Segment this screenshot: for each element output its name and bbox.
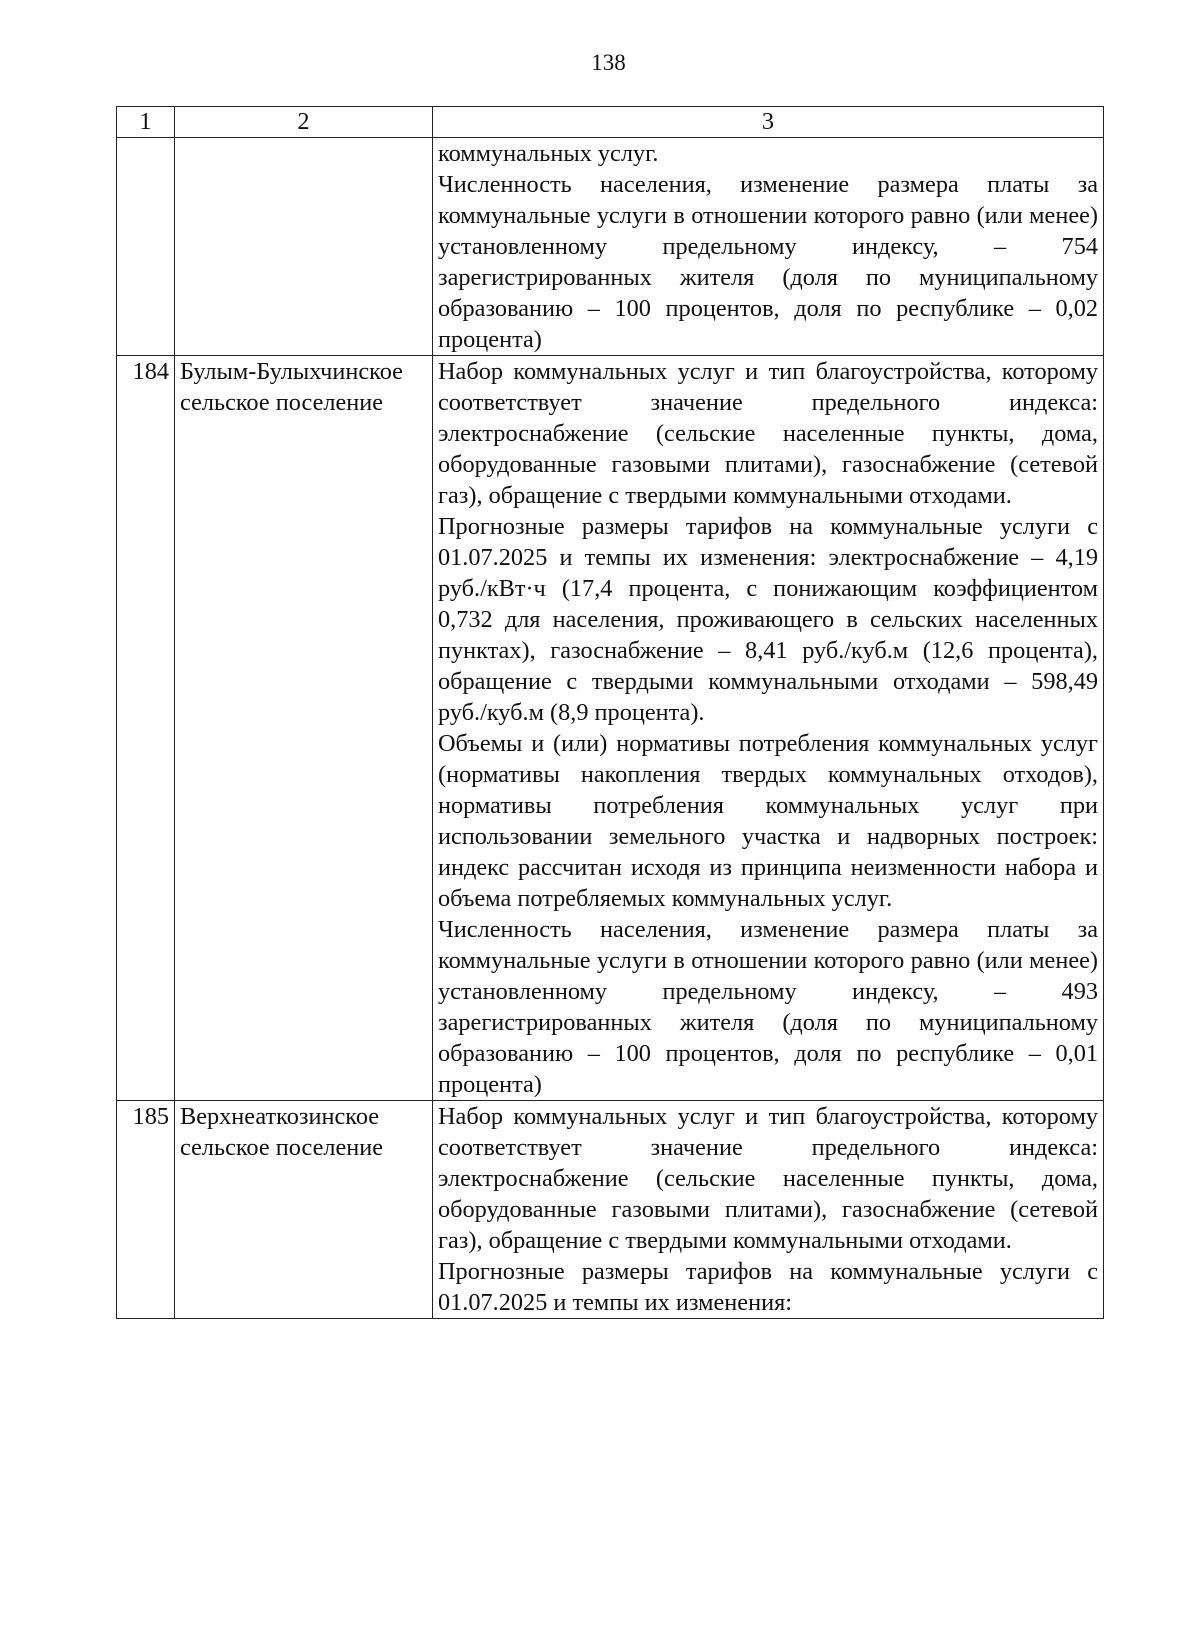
paragraph: Набор коммунальных услуг и тип благоустройства, которому соответствует значение предельного индекса: электроснабжение (сельские населенные пункты, дома, оборудованные газовыми плитами), газоснабжение (сетевой газ), обращение с твердыми коммунальными отходами. <box>438 1103 1098 1254</box>
page-number: 138 <box>591 50 626 75</box>
paragraph: коммунальных услуг. <box>438 140 659 167</box>
settlement-name: Булым-Булыхчинское сельское поселение <box>175 356 433 1101</box>
paragraph: Прогнозные размеры тарифов на коммунальные услуги с 01.07.2025 и темпы их изменения: <box>438 1258 1098 1316</box>
settlement-name: Верхнеаткозинское сельское поселение <box>175 1101 433 1319</box>
row-number: 185 <box>117 1101 175 1319</box>
paragraph: Численность населения, изменение размера платы за коммунальные услуги в отношении которого равно (или менее) установленному предельному индексу, – 754 зарегистрированных жителя (доля по муниципальному образованию – 100 процентов, доля по республике – 0,02 процента) <box>438 171 1098 353</box>
table-row-184 <box>117 356 1104 1101</box>
row-number: 184 <box>117 356 175 1101</box>
table-row-185 <box>117 1101 1104 1319</box>
table-row-continuation <box>117 138 1104 356</box>
header-col-1: 1 <box>117 107 175 138</box>
paragraph: Объемы и (или) нормативы потребления коммунальных услуг (нормативы накопления твердых коммунальных отходов), нормативы потребления коммунальных услуг при использовании земельного участка и надворных построек: индекс рассчитан исходя из принципа неизменности набора и объема потребляемых коммунальных услуг. <box>438 730 1098 912</box>
paragraph: Набор коммунальных услуг и тип благоустройства, которому соответствует значение предельного индекса: электроснабжение (сельские населенные пункты, дома, оборудованные газовыми плитами), газоснабжение (сетевой газ), обращение с твердыми коммунальными отходами. <box>438 358 1098 509</box>
description-cell <box>433 356 1104 1101</box>
description-cell <box>433 138 1104 356</box>
row-number-cell <box>117 138 175 356</box>
tariff-table <box>116 106 1104 1319</box>
header-row <box>117 107 1104 138</box>
description-cell <box>433 1101 1104 1319</box>
paragraph: Численность населения, изменение размера платы за коммунальные услуги в отношении которого равно (или менее) установленному предельному индексу, – 493 зарегистрированных жителя (доля по муниципальному образованию – 100 процентов, доля по республике – 0,01 процента) <box>438 916 1098 1098</box>
header-col-2: 2 <box>175 107 433 138</box>
settlement-name-cell <box>175 138 433 356</box>
header-col-3: 3 <box>433 107 1104 138</box>
paragraph: Прогнозные размеры тарифов на коммунальные услуги с 01.07.2025 и темпы их изменения: электроснабжение – 4,19 руб./кВт·ч (17,4 процента, с понижающим коэффициентом 0,732 для населения, проживающего в сельских населенных пунктах), газоснабжение – 8,41 руб./куб.м (12,6 процента), обращение с твердыми коммунальными отходами – 598,49 руб./куб.м (8,9 процента). <box>438 513 1098 726</box>
